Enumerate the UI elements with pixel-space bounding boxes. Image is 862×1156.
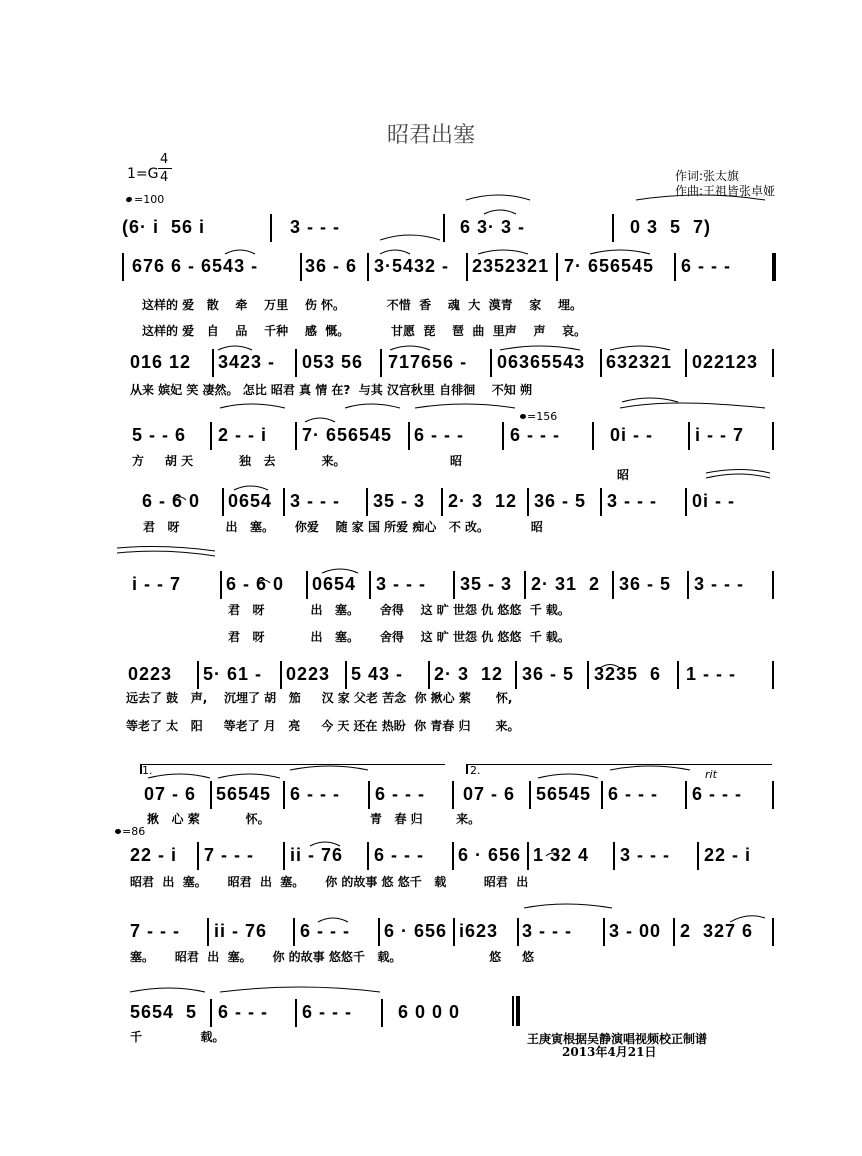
- measure-notes: 6 - - -: [290, 784, 340, 804]
- footer-note: 王庚寅根据吴静演唱视频校正制谱: [527, 1032, 708, 1046]
- slur-arc: [218, 774, 280, 778]
- measure-notes: 3 - - -: [620, 845, 670, 865]
- measure-notes: 7 - - -: [204, 845, 254, 865]
- time-signature-bottom: 4: [160, 170, 169, 185]
- slur-arc: [322, 569, 358, 573]
- lyric-line: 昭: [617, 468, 630, 482]
- slur-arc: [390, 346, 430, 350]
- measure-notes: ii - 76: [214, 921, 268, 941]
- slur-arc: [610, 346, 670, 350]
- measure-notes: 0654: [228, 491, 273, 511]
- measure-notes: 3 - 00: [609, 921, 662, 941]
- slur-arc: [380, 235, 440, 240]
- lyric-line: 君 呀 出 塞。 舍得 这 旷 世怨 仇 悠悠 千 载。: [228, 603, 570, 617]
- slur-arc: [225, 250, 255, 254]
- measure-notes: 3 - - -: [290, 217, 340, 237]
- page-title: 昭君出塞: [386, 123, 475, 148]
- measure-notes: 1 - - -: [686, 664, 736, 684]
- slur-arc: [305, 418, 335, 422]
- slur-arc: [600, 665, 620, 669]
- lyric-line: 远去了 鼓 声, 沉埋了 胡 笳 汉 家 父老 苦念 你 揪心 萦 怀,: [126, 691, 513, 705]
- measure-notes: 06365543: [497, 352, 586, 372]
- slur-arc: [310, 842, 340, 846]
- measure-notes: 5· 61 -: [203, 664, 263, 684]
- measure-notes: 36 - 5: [619, 574, 672, 594]
- measure-notes: 6 - 6 0: [226, 574, 285, 594]
- measure-notes: 6 - - -: [375, 784, 425, 804]
- tie-arc: [524, 904, 612, 908]
- slur-arc: [538, 774, 598, 778]
- tie-arc: [290, 766, 368, 770]
- measure-notes: 2· 3 12: [434, 664, 504, 684]
- measure-notes: 7· 656545: [302, 425, 393, 445]
- measure-notes: 5654 5: [130, 1002, 198, 1022]
- tie-arc: [636, 195, 765, 200]
- measure-notes: 0i - -: [692, 491, 736, 511]
- tie-arc: [258, 580, 270, 583]
- slur-arc: [478, 250, 528, 254]
- measure-notes: 676 6 - 6543 -: [132, 256, 259, 276]
- measure-notes: 56545: [536, 784, 592, 804]
- measure-notes: 35 - 3: [460, 574, 513, 594]
- key-signature: 1=G: [127, 166, 159, 182]
- slur-arc: [218, 346, 252, 350]
- measure-notes: 3 - - -: [522, 921, 572, 941]
- rit-marking: rit: [705, 768, 717, 781]
- measure-notes: 2· 31 2: [531, 574, 601, 594]
- measure-notes: 07 - 6: [463, 784, 516, 804]
- tempo-marking: =156: [527, 410, 558, 423]
- slur-arc: [234, 486, 268, 490]
- measure-notes: 6 - - -: [218, 1002, 268, 1022]
- measure-notes: 3 - - -: [290, 491, 340, 511]
- measure-notes: 3·5432 -: [374, 256, 450, 276]
- measure-notes: 632321: [606, 352, 673, 372]
- measure-notes: 6 - - -: [681, 256, 731, 276]
- tie-arc: [610, 766, 690, 770]
- measure-notes: 6 · 656: [458, 845, 522, 865]
- tie-arc: [546, 853, 560, 856]
- lyric-line: 等老了 太 阳 等老了 月 亮 今 天 还在 热盼 你 青春 归 来。: [126, 719, 520, 733]
- measure-notes: 3 - - -: [694, 574, 744, 594]
- measure-notes: 6 - - -: [300, 921, 350, 941]
- measure-notes: i623: [459, 921, 499, 941]
- measure-notes: 6 3· 3 -: [460, 217, 526, 237]
- tie-arc: [706, 474, 770, 478]
- tie-arc: [220, 987, 380, 992]
- measure-notes: 3 - - -: [607, 491, 657, 511]
- measure-notes: i - - 7: [132, 574, 182, 594]
- measure-notes: 2352321: [472, 256, 550, 276]
- measure-notes: 0223: [286, 664, 331, 684]
- tie-arc: [466, 195, 530, 200]
- measure-notes: 3235 6: [594, 664, 662, 684]
- measure-notes: 0i - -: [610, 425, 654, 445]
- tie-arc: [620, 403, 765, 408]
- lyric-line: 方 胡 天 独 去 来。 昭: [132, 454, 462, 468]
- measure-notes: 07 - 6: [144, 784, 197, 804]
- measure-notes: 22 - i: [704, 845, 752, 865]
- tempo-marking: =100: [134, 193, 165, 206]
- slur-arc: [415, 404, 515, 408]
- volta-label: 2.: [470, 764, 481, 777]
- time-signature-top: 4: [160, 152, 169, 167]
- slur-arc: [380, 250, 410, 254]
- slur-arc: [484, 210, 516, 214]
- measure-notes: 35 - 3: [373, 491, 426, 511]
- lyricist-credit: 作词:张太旗: [675, 169, 740, 183]
- measure-notes: 053 56: [302, 352, 364, 372]
- slur-arc: [318, 918, 348, 922]
- measure-notes: 2 327 6: [680, 921, 754, 941]
- tempo-marking: =86: [122, 825, 146, 838]
- measure-notes: 0223: [128, 664, 173, 684]
- tie-arc: [117, 547, 215, 551]
- measure-notes: 0654: [312, 574, 357, 594]
- measure-notes: 7 - - -: [130, 921, 180, 941]
- slur-arc: [345, 404, 400, 408]
- measure-notes: 0 3 5 7): [630, 217, 712, 237]
- measure-notes: 3 - - -: [376, 574, 426, 594]
- tie-arc: [220, 404, 285, 408]
- measure-notes: 36 - 5: [534, 491, 587, 511]
- slur-arc: [730, 916, 765, 922]
- measure-notes: 717656 -: [388, 352, 468, 372]
- lyric-line: 君 呀 出 塞。 舍得 这 旷 世怨 仇 悠悠 千 载。: [228, 630, 570, 644]
- measure-notes: 6 - - -: [608, 784, 658, 804]
- measure-notes: 22 - i: [130, 845, 178, 865]
- measure-notes: 6 - - -: [302, 1002, 352, 1022]
- measure-notes: 6 - 6 0: [142, 491, 201, 511]
- slur-arc: [130, 988, 205, 992]
- slur-arc: [622, 398, 678, 402]
- measure-notes: ii - 76: [290, 845, 344, 865]
- measure-notes: 36 - 5: [522, 664, 575, 684]
- measure-notes: 36 - 6: [305, 256, 358, 276]
- measure-notes: 5 43 -: [351, 664, 404, 684]
- measure-notes: 3423 -: [218, 352, 276, 372]
- measure-notes: 6 0 0 0: [398, 1002, 461, 1022]
- measure-notes: 6 - - -: [374, 845, 424, 865]
- measure-notes: 016 12: [130, 352, 192, 372]
- tie-arc: [706, 470, 770, 474]
- volta-label: 1.: [142, 764, 153, 777]
- lyric-line: 塞。 昭君 出 塞。 你 的故事 悠悠千 载。 悠 悠: [130, 950, 534, 964]
- composer-credit: 作曲:王祖皆张卓娅: [675, 184, 776, 198]
- lyric-line: 揪 心 萦 怀。 青 春 归 来。: [147, 812, 481, 826]
- measure-notes: 022123: [692, 352, 759, 372]
- lyric-line: 君 呀 出 塞。 你爱 随 家 国 所爱 痴心 不 改。 昭: [143, 520, 543, 534]
- measure-notes: 5 - - 6: [132, 425, 187, 445]
- tie-arc: [174, 497, 186, 500]
- slur-arc: [590, 250, 650, 254]
- measure-notes: (6· i 56 i: [122, 217, 206, 237]
- lyric-line: 从来 嫔妃 笑 凄然。 怎比 昭君 真 情 在? 与其 汉宫秋里 自徘徊 不知 朔: [130, 383, 532, 397]
- measure-notes: 56545: [216, 784, 272, 804]
- measure-notes: 7· 656545: [564, 256, 655, 276]
- lyric-line: 昭君 出 塞。 昭君 出 塞。 你 的故事 悠 悠千 载 昭君 出: [130, 875, 529, 889]
- measure-notes: 6 · 656: [384, 921, 448, 941]
- measure-notes: 6 - - -: [414, 425, 464, 445]
- measure-notes: 1 32 4: [533, 845, 590, 865]
- measure-notes: i - - 7: [695, 425, 745, 445]
- footer-date: 2013年4月21日: [562, 1045, 657, 1059]
- measure-notes: 6 - - -: [692, 784, 742, 804]
- lyric-line: 这样的 爱 自 品 千种 感 慨。 甘愿 琵 琶 曲 里声 声 哀。: [142, 324, 587, 338]
- measure-notes: 2 - - i: [218, 425, 268, 445]
- measure-notes: 6 - - -: [510, 425, 560, 445]
- lyric-line: 这样的 爱 散 牵 万里 伤 怀。 不惜 香 魂 大 漠青 家 埋。: [142, 298, 582, 312]
- lyric-line: 千 载。: [130, 1030, 225, 1044]
- slur-arc: [500, 346, 580, 350]
- slur-arc: [148, 774, 210, 778]
- tie-arc: [117, 551, 215, 556]
- measure-notes: 2· 3 12: [448, 491, 518, 511]
